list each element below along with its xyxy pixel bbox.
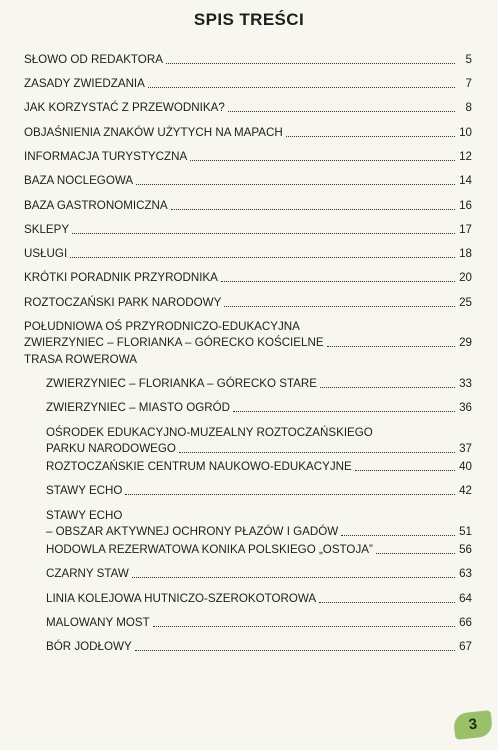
- toc-page-number: 7: [465, 77, 472, 90]
- toc-entry-title-line: STAWY ECHO: [46, 509, 123, 522]
- toc-entry-title: ZWIERZYNIEC – FLORIANKA – GÓRECKO KOŚCIELNE: [24, 336, 324, 349]
- toc-entry: [24, 222, 472, 238]
- toc-entry: [24, 270, 472, 286]
- toc-entry: [24, 615, 472, 631]
- toc-entry-title: STAWY ECHO: [46, 484, 123, 497]
- toc-entry-title: – OBSZAR AKTYWNEJ OCHRONY PŁAZÓW I GADÓW: [46, 525, 339, 538]
- toc-entry-title: ZWIERZYNIEC – MIASTO OGRÓD: [46, 401, 231, 414]
- toc-entry-title: MALOWANY MOST: [46, 616, 150, 629]
- dot-leader: [166, 62, 455, 64]
- toc-page-number: 63: [459, 567, 472, 580]
- toc-page-number: 8: [465, 101, 472, 114]
- toc-entry: [24, 173, 472, 189]
- page-title: SPIS TREŚCI: [193, 10, 305, 29]
- toc-page-number: 12: [459, 150, 472, 163]
- toc-entry-title: OBJAŚNIENIA ZNAKÓW UŻYTYCH NA MAPACH: [24, 126, 283, 139]
- toc-entry-title: ROZTOCZAŃSKIE CENTRUM NAUKOWO-EDUKACYJNE: [46, 460, 352, 473]
- toc-page-number: 36: [459, 401, 472, 414]
- dot-leader: [221, 280, 455, 282]
- toc-page-number: 25: [459, 296, 472, 309]
- toc-page-number: 64: [459, 592, 472, 605]
- toc-entry-title: ROZTOCZAŃSKI PARK NARODOWY: [24, 296, 222, 309]
- page-number-badge: 3: [453, 710, 494, 740]
- toc-entry-title: TRASA ROWEROWA: [24, 353, 137, 366]
- dot-leader: [125, 493, 455, 495]
- toc-entry-title: HODOWLA REZERWATOWA KONIKA POLSKIEGO „OSTOJA”: [46, 543, 373, 556]
- dot-leader: [286, 135, 455, 137]
- dot-leader: [341, 534, 455, 536]
- toc-entry: [24, 295, 472, 311]
- toc-page-number: 10: [459, 126, 472, 139]
- toc-entry: [24, 425, 472, 457]
- toc-entry: [24, 376, 472, 392]
- toc-entry-title: BAZA NOCLEGOWA: [24, 174, 134, 187]
- toc-entry-title: ZASADY ZWIEDZANIA: [24, 77, 145, 90]
- dot-leader: [171, 208, 455, 210]
- dot-leader: [132, 576, 455, 578]
- toc-page-number: 17: [459, 223, 472, 236]
- toc-entry: [24, 149, 472, 165]
- toc-page-number: 5: [465, 53, 472, 66]
- toc-page-number: 37: [459, 442, 472, 455]
- toc-entry-title: SKLEPY: [24, 223, 70, 236]
- toc-entry-title: BAZA GASTRONOMICZNA: [24, 199, 168, 212]
- dot-leader: [148, 86, 455, 88]
- toc-entry: [24, 198, 472, 214]
- toc-entry: [24, 100, 472, 116]
- toc-entry-title: BÓR JODŁOWY: [46, 640, 132, 653]
- dot-leader: [70, 256, 455, 258]
- toc-page-number: 51: [459, 525, 472, 538]
- dot-leader: [224, 305, 455, 307]
- toc-page-number: 18: [459, 247, 472, 260]
- toc-entry: [24, 508, 472, 540]
- dot-leader: [136, 183, 455, 185]
- toc-page-number: 20: [459, 271, 472, 284]
- dot-leader: [228, 110, 455, 112]
- toc-entry: [24, 591, 472, 607]
- toc-entry-title-line: OŚRODEK EDUKACYJNO-MUZEALNY ROZTOCZAŃSKIEGO: [46, 426, 373, 439]
- toc-entry: [24, 639, 472, 655]
- toc-page-number: 56: [459, 543, 472, 556]
- dot-leader: [233, 410, 455, 412]
- toc-entry: [24, 352, 472, 368]
- dot-leader: [135, 649, 455, 651]
- toc-page-number: 16: [459, 199, 472, 212]
- toc-entry: [24, 52, 472, 68]
- toc-page-number: 40: [459, 460, 472, 473]
- dot-leader: [153, 625, 455, 627]
- toc-entry-title-line: POŁUDNIOWA OŚ PRZYRODNICZO-EDUKACYJNA: [24, 320, 300, 333]
- toc-entry-title: ZWIERZYNIEC – FLORIANKA – GÓRECKO STARE: [46, 377, 317, 390]
- toc-entry: [24, 319, 472, 351]
- toc-page-number: 33: [459, 377, 472, 390]
- toc-page-number: 66: [459, 616, 472, 629]
- toc-entry-title: USŁUGI: [24, 247, 68, 260]
- toc-entry-title: JAK KORZYSTAĆ Z PRZEWODNIKA?: [24, 101, 225, 114]
- dot-leader: [376, 552, 455, 554]
- toc-entry: [24, 400, 472, 416]
- toc-page-number: 42: [459, 484, 472, 497]
- toc-entry: [24, 246, 472, 262]
- toc-entry: [24, 76, 472, 92]
- toc-entry: [24, 125, 472, 141]
- toc-entry-title: INFORMACJA TURYSTYCZNA: [24, 150, 188, 163]
- toc-entry-title: PARKU NARODOWEGO: [46, 442, 176, 455]
- dot-leader: [327, 345, 455, 347]
- toc-page-number: 67: [459, 640, 472, 653]
- toc-entry: [24, 542, 472, 558]
- toc-entry: [24, 483, 472, 499]
- toc-page-number: 29: [459, 336, 472, 349]
- toc-entry-title: LINIA KOLEJOWA HUTNICZO-SZEROKOTOROWA: [46, 592, 317, 605]
- dot-leader: [179, 451, 455, 453]
- toc-page-number: 14: [459, 174, 472, 187]
- dot-leader: [190, 159, 455, 161]
- dot-leader: [355, 469, 455, 471]
- toc-entry-title: SŁOWO OD REDAKTORA: [24, 53, 163, 66]
- dot-leader: [319, 601, 455, 603]
- dot-leader: [320, 386, 455, 388]
- toc-entry: [24, 566, 472, 582]
- toc-entry: [24, 459, 472, 475]
- toc-entry-title: CZARNY STAW: [46, 567, 129, 580]
- dot-leader: [72, 232, 455, 234]
- toc-entry-title: KRÓTKI PORADNIK PRZYRODNIKA: [24, 271, 218, 284]
